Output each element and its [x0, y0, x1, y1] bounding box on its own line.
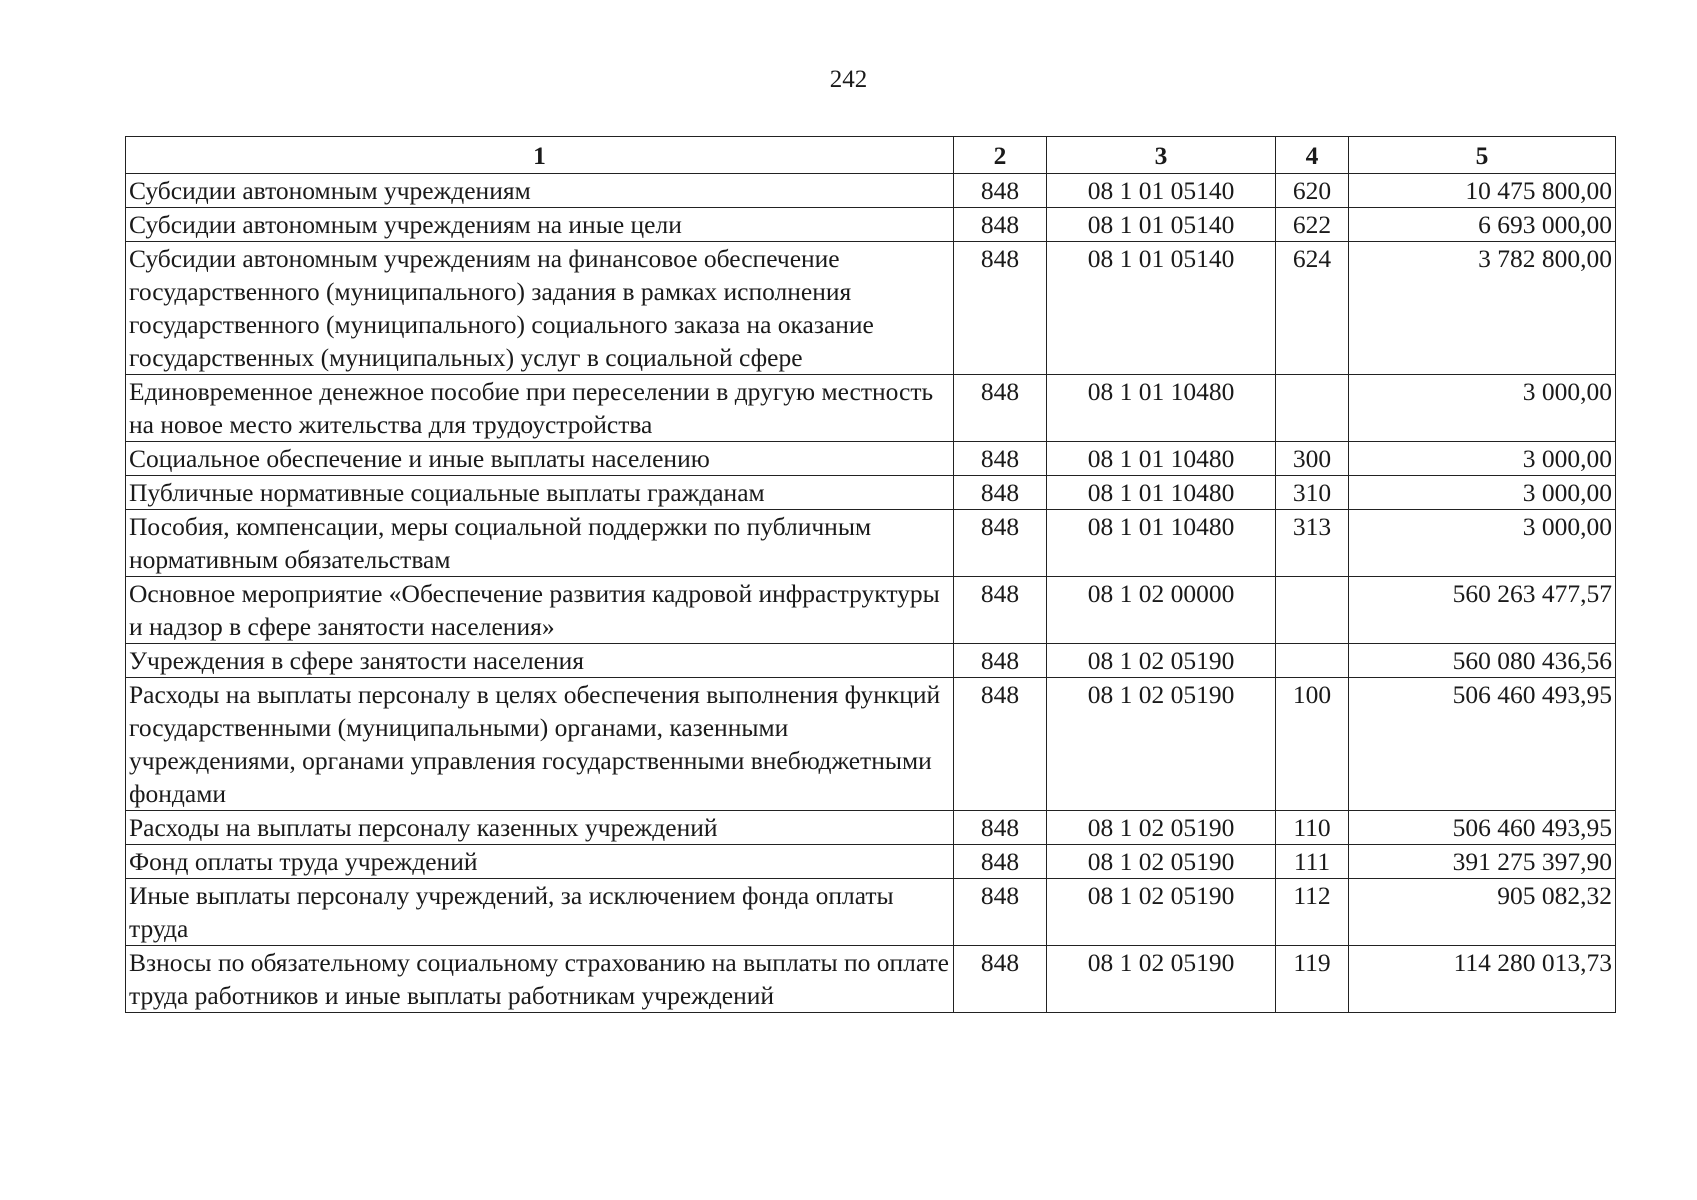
amount: 560 263 477,57	[1349, 577, 1616, 644]
amount: 6 693 000,00	[1349, 208, 1616, 242]
target-article-code: 08 1 01 10480	[1047, 442, 1276, 476]
table-header	[126, 137, 1616, 174]
target-article-code: 08 1 02 05190	[1047, 644, 1276, 678]
table-row	[126, 174, 1616, 208]
target-article-code: 08 1 01 10480	[1047, 375, 1276, 442]
target-article-code: 08 1 02 05190	[1047, 678, 1276, 811]
amount: 3 000,00	[1349, 442, 1616, 476]
expense-type-code: 620	[1276, 174, 1349, 208]
expense-type-code: 119	[1276, 946, 1349, 1013]
item-name: Социальное обеспечение и иные выплаты населению	[126, 442, 954, 476]
amount: 391 275 397,90	[1349, 845, 1616, 879]
item-name: Расходы на выплаты персоналу казенных учреждений	[126, 811, 954, 845]
header-row	[126, 137, 1616, 174]
department-code: 848	[954, 442, 1047, 476]
target-article-code: 08 1 01 10480	[1047, 510, 1276, 577]
header-col-4: 4	[1276, 137, 1349, 174]
target-article-code: 08 1 01 10480	[1047, 476, 1276, 510]
table-row	[126, 644, 1616, 678]
item-name: Субсидии автономным учреждениям на иные цели	[126, 208, 954, 242]
table-row	[126, 811, 1616, 845]
amount: 114 280 013,73	[1349, 946, 1616, 1013]
target-article-code: 08 1 02 00000	[1047, 577, 1276, 644]
amount: 560 080 436,56	[1349, 644, 1616, 678]
department-code: 848	[954, 577, 1047, 644]
item-name: Пособия, компенсации, меры социальной поддержки по публичным нормативным обязательствам	[126, 510, 954, 577]
department-code: 848	[954, 879, 1047, 946]
department-code: 848	[954, 242, 1047, 375]
header-col-2: 2	[954, 137, 1047, 174]
table-row	[126, 946, 1616, 1013]
department-code: 848	[954, 208, 1047, 242]
item-name: Иные выплаты персоналу учреждений, за исключением фонда оплаты труда	[126, 879, 954, 946]
department-code: 848	[954, 678, 1047, 811]
expense-type-code	[1276, 644, 1349, 678]
department-code: 848	[954, 644, 1047, 678]
table-body	[126, 174, 1616, 1013]
expense-type-code: 624	[1276, 242, 1349, 375]
table-row	[126, 845, 1616, 879]
expense-type-code: 313	[1276, 510, 1349, 577]
expense-type-code: 112	[1276, 879, 1349, 946]
expense-type-code: 110	[1276, 811, 1349, 845]
item-name: Учреждения в сфере занятости населения	[126, 644, 954, 678]
target-article-code: 08 1 01 05140	[1047, 242, 1276, 375]
item-name: Взносы по обязательному социальному страхованию на выплаты по оплате труда работников и иные выплаты работникам учреждений	[126, 946, 954, 1013]
table-row	[126, 879, 1616, 946]
department-code: 848	[954, 174, 1047, 208]
target-article-code: 08 1 01 05140	[1047, 208, 1276, 242]
item-name: Единовременное денежное пособие при переселении в другую местность на новое место жительства для трудоустройства	[126, 375, 954, 442]
amount: 3 000,00	[1349, 476, 1616, 510]
department-code: 848	[954, 476, 1047, 510]
amount: 506 460 493,95	[1349, 811, 1616, 845]
table-row	[126, 442, 1616, 476]
item-name: Фонд оплаты труда учреждений	[126, 845, 954, 879]
amount: 506 460 493,95	[1349, 678, 1616, 811]
amount: 3 000,00	[1349, 510, 1616, 577]
target-article-code: 08 1 02 05190	[1047, 946, 1276, 1013]
header-col-3: 3	[1047, 137, 1276, 174]
target-article-code: 08 1 01 05140	[1047, 174, 1276, 208]
expense-type-code: 111	[1276, 845, 1349, 879]
amount: 3 000,00	[1349, 375, 1616, 442]
budget-table	[125, 136, 1616, 1013]
table-row	[126, 208, 1616, 242]
table-row	[126, 242, 1616, 375]
department-code: 848	[954, 375, 1047, 442]
table-row	[126, 678, 1616, 811]
expense-type-code	[1276, 375, 1349, 442]
table-row	[126, 476, 1616, 510]
amount: 3 782 800,00	[1349, 242, 1616, 375]
expense-type-code: 100	[1276, 678, 1349, 811]
table-row	[126, 375, 1616, 442]
target-article-code: 08 1 02 05190	[1047, 845, 1276, 879]
item-name: Субсидии автономным учреждениям на финансовое обеспечение государственного (муниципального) задания в рамках исполнения государственного (муниципального) социального заказа на оказание государственных (муниципальных) услуг в социальной сфере	[126, 242, 954, 375]
amount: 10 475 800,00	[1349, 174, 1616, 208]
item-name: Основное мероприятие «Обеспечение развития кадровой инфраструктуры и надзор в сфере занятости населения»	[126, 577, 954, 644]
item-name: Публичные нормативные социальные выплаты гражданам	[126, 476, 954, 510]
table-row	[126, 577, 1616, 644]
table-row	[126, 510, 1616, 577]
expense-type-code	[1276, 577, 1349, 644]
department-code: 848	[954, 811, 1047, 845]
expense-type-code: 622	[1276, 208, 1349, 242]
department-code: 848	[954, 845, 1047, 879]
department-code: 848	[954, 946, 1047, 1013]
header-col-1: 1	[126, 137, 954, 174]
page-number: 242	[829, 66, 868, 93]
target-article-code: 08 1 02 05190	[1047, 811, 1276, 845]
department-code: 848	[954, 510, 1047, 577]
target-article-code: 08 1 02 05190	[1047, 879, 1276, 946]
expense-type-code: 310	[1276, 476, 1349, 510]
header-col-5: 5	[1349, 137, 1616, 174]
item-name: Расходы на выплаты персоналу в целях обеспечения выполнения функций государственными (муниципальными) органами, казенными учреждениями, органами управления государственными внебюджетными фондами	[126, 678, 954, 811]
item-name: Субсидии автономным учреждениям	[126, 174, 954, 208]
expense-type-code: 300	[1276, 442, 1349, 476]
amount: 905 082,32	[1349, 879, 1616, 946]
